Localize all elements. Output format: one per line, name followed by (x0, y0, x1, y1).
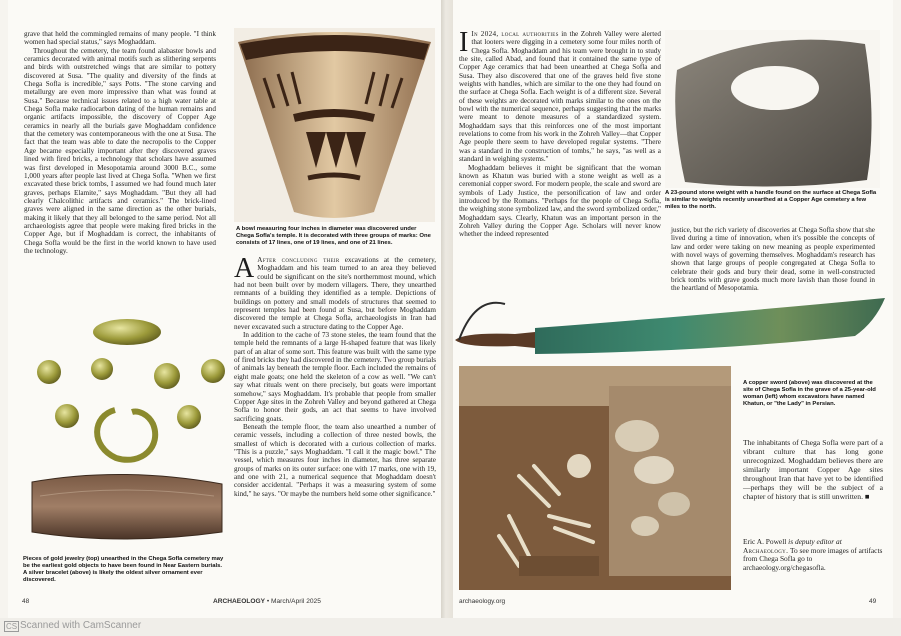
middle-paragraph-1: excavations at the cemetery, Moghaddam and his team turned to an area they believed could be significant on the site's northernmost mound, which had not been built over by modern villagers. There, they unearthed remnants of a building they identified as a temple. Depictions of buildings on pottery and small models of structures that seemed to represent temples had been found at Susa, but before Moghaddam discovered the temple at Chega Sofla, archaeologists in Iran had never excavated such a structure dating to the Copper Age. (234, 256, 436, 331)
closing-column (743, 438, 883, 501)
right-page-number: 49 (869, 598, 877, 605)
right-continuation-column (671, 226, 875, 293)
copper-sword-photo (455, 292, 889, 366)
right-paragraph-2: Moghaddam believes it might be significant that the woman known as Khatun was buried with a stone weight as well as a ceremonial copper sword. For modern people, the scale and sword are symbols of Lady Justice, the personification of law and order introduced by the Romans. "Perhaps for the people of Chega Sofla, the weighing stone symbolized law, and the sword symbolized order," Moghaddam says. Clearly, Khatun was an important person in the Zohreh Valley during the Copper Age. Scholars will never know whether the indeed represented (459, 163, 661, 239)
closing-paragraph: The inhabitants of Chega Sofla were part of a vibrant culture that has long gone unrecognized. Moghaddam believes there are similarly important Copper Age sites throughout Iran that have yet to be identified—perhaps they will be the subject of a chapter of history that is still unwritten. ■ (743, 438, 883, 501)
stone-weight-photo (665, 30, 880, 188)
bowl-caption: A bowl measuring four inches in diameter was discovered under Chega Sofla's temple. It is decorated with three groups of marks: One consists of 17 lines, one of 19 lines, and one of 21 lines. (236, 226, 431, 247)
left-page (8, 0, 441, 618)
right-text-column (459, 27, 661, 239)
drop-cap-i: I (459, 27, 469, 58)
scanner-watermark (0, 618, 901, 636)
website-footer[interactable]: archaeology.org (459, 598, 506, 605)
author-note-rest: To see more images of artifacts from Chega Sofla go to archaeology.org/chegasofla. (743, 545, 883, 572)
drop-cap-a: A (234, 253, 255, 284)
scanner-badge: CS (6, 622, 18, 631)
khatun-burial-photo (459, 366, 731, 590)
right-paragraph-1: in the Zohreh Valley were alerted that looters were digging in a cemetery some four miles north of Chega Sofla. Moghaddam and his team were brought in to study the site, called Abad, and found that it contained the same type of Copper Age ceramics that had been unearthed at Chega Sofla and Susa. They also discovered that one of the graves held five stone weights with handles, which are similar to the one they had found on the surface at Chega Sofla. Each weight is of a different size. Several of these weights are decorated with marks similar to the ones on the bowl with the numerical sequence, perhaps suggesting that the marks were meant to denote measures of a standardized system. Moghaddam says that this reinforces one of the most important revelations to come from his work in the Zohreh Valley—that Copper Age people there seem to have developed regular systems. "There was a standard in the construction of tombs," he says, "as well as a standard in weighing systems." (459, 30, 661, 164)
middle-text-column (234, 253, 436, 498)
magic-bowl-photo (234, 28, 435, 222)
magazine-name: ARCHAEOLOGY (213, 598, 266, 605)
author-magazine: Archaeology. (743, 545, 789, 555)
magazine-footer (213, 598, 321, 605)
sword-caption: A copper sword (above) was discovered at the site of Chega Sofla in the grave of a 25-year-old woman (left) whom excavators have named Khatun, or "the Lady" in Persian. (743, 380, 876, 408)
middle-lead-in: After concluding their (257, 256, 340, 264)
author-name: Eric A. Powell (743, 537, 787, 546)
left-paragraph-2: Throughout the cemetery, the team found alabaster bowls and ceramics decorated with animal motifs such as slithering serpents and birds with outstretched wings that are similar to pottery discovered at Susa. "The quality and diversity of the finds at Chega Sofla is incredible," says Potts. "The stone carving and metallurgy are even more impressive than what was found at Susa." Because technical issues related to a high water table at Chega Sofla make radiocarbon dating of the human remains and organic artifacts impossible, the discovery of Copper Age ceramics in nearly all the burials gave Moghaddam confidence that the cemetery was contemporaneous with the one at Susa. The fact that the team was able to date the necropolis to the Copper Age became especially important after they discovered graves lined with fired bricks, a technology that scholars have assumed was first developed in Mesopotamia around 3000 B.C., some 1,000 years after people last lived at Chega Sofla. "When we first excavated these brick tombs, I assumed we had found much later graves, perhaps Elamite," says Moghaddam. "But they all had clearly Chalcolithic artifacts and ceramics." The brick-lined graves were aligned in the same direction as the other burials, making it likely that they all belonged to the same period. Not all archaeologists agree that people were making fired bricks in the Copper Age, but if Moghaddam is correct, the inhabitants of Chega Sofla would be the first in the world known to have used the technology. (24, 46, 216, 255)
right-page (453, 0, 893, 618)
gold-jewelry-photo (22, 306, 228, 546)
scanner-text: Scanned with CamScanner (20, 620, 142, 631)
issue-date: • March/April 2025 (266, 598, 321, 605)
middle-paragraph-2: In addition to the cache of 73 stone steles, the team found that the temple held the remnants of a large H-shaped feature that was likely part of an altar of some sort. This feature was built with the same type of fired bricks they had discovered in the cemetery. Two group burials of animals lay beneath the temple floor. Each included the remains of eight male goats; one held the skeleton of a cow as well. "We can't say what rituals went on there precisely, but goats were important somehow," says Moghaddam. It's probable that people from smaller Copper Age sites in the Zohreh Valley and beyond gathered at Chega Sofla to honor their gods, an act that seems to have involved sacrificing goats. (234, 331, 436, 423)
author-note (743, 538, 883, 572)
author-role: is deputy editor at (788, 537, 842, 546)
middle-paragraph-3: Beneath the temple floor, the team also unearthed a number of ceramic vessels, including a collection of three nested bowls, the smallest of which is decorated with a curious collection of marks. "This is a puzzle," says Moghaddam. "I call it the magic bowl." The vessel, which measures four inches in diameter, has three separate groups of marks on its outer surface: one with 17 marks, one with 19, and one with 21, a numerical sequence that Moghaddam doesn't consider accidental. "Perhaps it was a measuring system of some kind," he says. "Or maybe the numbers held some other significance." (234, 422, 436, 498)
jewelry-caption: Pieces of gold jewelry (top) unearthed in the Chega Sofla cemetery may be the earliest gold objects to have been found in Near Eastern burials. A silver bracelet (above) is likely the oldest silver ornament ever discovered. (23, 556, 224, 584)
page-gutter (441, 0, 453, 618)
right-continuation: justice, but the rich variety of discoveries at Chega Sofla show that she lived during a time of innovation, when it's possible the concepts of law and order were taking on new meaning as people experimented with novel ways of governing themselves. Moghaddam's research has shown that large groups of people congregated at Chega Sofla to celebrate their gods and bury their dead, some in well-constructed brick tombs with grave goods much more lavish than those found in the heartland of Mesopotamia. (671, 226, 875, 293)
left-paragraph-1: grave that held the commingled remains of many people. "I think women had special status," says Moghaddam. (24, 30, 216, 47)
weight-caption: A 23-pound stone weight with a handle found on the surface at Chega Sofla is similar to weights recently unearthed at a Copper Age cemetery a few miles to the north. (665, 190, 877, 211)
left-page-number: 48 (22, 598, 30, 605)
left-text-column (24, 30, 216, 255)
right-lead-in: In 2024, local authorities (471, 30, 559, 38)
